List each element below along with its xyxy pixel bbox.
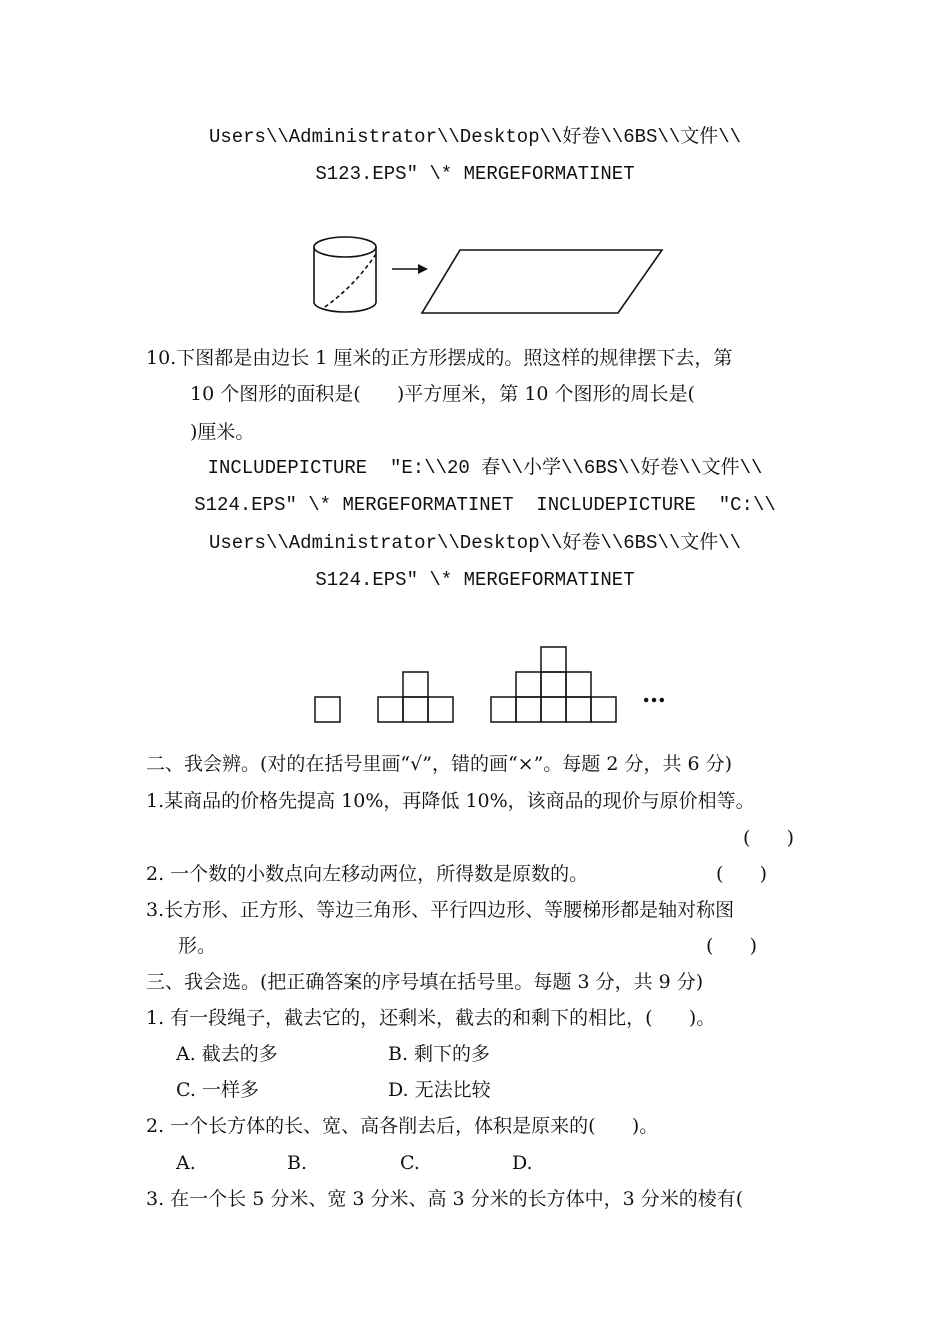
answer-parentheses: ( ) [716, 863, 768, 885]
field-code-line: S124.EPS″ \* MERGEFORMATINET INCLUDEPICTURE ″C:\\ [194, 494, 776, 516]
section-2-question-3-cont: 形。 [178, 935, 217, 957]
cylinder-bottom [314, 302, 376, 312]
field-code-line: Users\\Administrator\\Desktop\\好卷\\6BS\\文件\\ [208, 532, 742, 554]
ellipsis: … [642, 679, 666, 708]
section-3-question-1: 1. 有一段绳子，截去它的，还剩米，截去的和剩下的相比，( )。 [146, 1007, 716, 1029]
section-2-question-2: 2. 一个数的小数点向左移动两位，所得数是原数的。 [146, 863, 589, 885]
answer-parentheses: ( ) [706, 935, 758, 957]
option-c: C. [400, 1152, 420, 1174]
section-2-question-1: 1.某商品的价格先提高 10%，再降低 10%，该商品的现价与原价相等。 [146, 790, 755, 812]
option-d: D. 无法比较 [388, 1079, 491, 1101]
question-10-line: 10.下图都是由边长 1 厘米的正方形摆成的。照这样的规律摆下去，第 [146, 347, 733, 369]
option-c: C. 一样多 [176, 1079, 259, 1101]
answer-parentheses: ( ) [743, 827, 795, 849]
section-2-question-3: 3.长方形、正方形、等边三角形、平行四边形、等腰梯形都是轴对称图 [146, 899, 735, 921]
section-3-question-3: 3. 在一个长 5 分米、宽 3 分米、高 3 分米的长方体中，3 分米的棱有( [146, 1188, 744, 1210]
question-10-line: 10 个图形的面积是( )平方厘米，第 10 个图形的周长是( [190, 383, 695, 405]
figure-1-square [315, 697, 340, 722]
square-patterns-diagram [310, 640, 640, 730]
cylinder-diagram [310, 232, 670, 322]
option-b: B. [287, 1152, 308, 1174]
section-3-question-2: 2. 一个长方体的长、宽、高各削去后，体积是原来的( )。 [146, 1115, 659, 1137]
option-b: B. 剩下的多 [388, 1043, 491, 1065]
figure-3 [491, 647, 616, 722]
cylinder-top [314, 237, 376, 257]
field-code-line: Users\\Administrator\\Desktop\\好卷\\6BS\\文件\\ [208, 126, 742, 148]
section-3-header: 三、我会选。(把正确答案的序号填在括号里。每题 3 分，共 9 分) [146, 971, 704, 993]
parallelogram [422, 250, 662, 313]
section-2-header: 二、我会辨。(对的在括号里画“√”，错的画“×”。每题 2 分，共 6 分) [146, 753, 733, 775]
figure-2 [378, 672, 453, 722]
question-10-line: )厘米。 [190, 421, 255, 443]
field-code-line: S124.EPS″ \* MERGEFORMATINET [315, 569, 635, 591]
option-d: D. [512, 1152, 533, 1174]
arrow-head [418, 264, 428, 274]
cylinder-cut-line [322, 254, 376, 309]
field-code-line: INCLUDEPICTURE ″E:\\20 春\\小学\\6BS\\好卷\\文件\\ [207, 457, 763, 479]
option-a: A. 截去的多 [176, 1043, 278, 1065]
option-a: A. [176, 1152, 196, 1174]
field-code-line: S123.EPS″ \* MERGEFORMATINET [315, 163, 635, 185]
